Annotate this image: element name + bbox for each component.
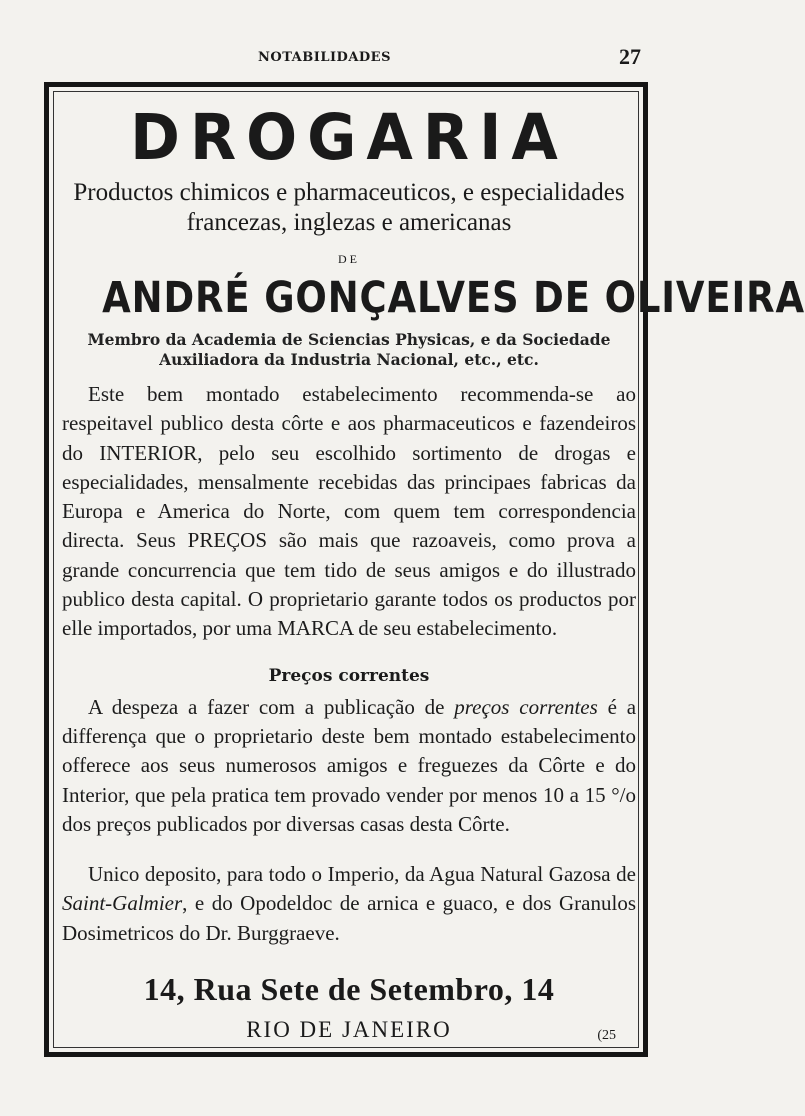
depot-paragraph: [62, 860, 636, 948]
reference-mark: (25: [597, 1028, 616, 1044]
prices-paragraph: [62, 693, 636, 839]
products-subtitle: [62, 178, 636, 238]
depot-text-rest: , e do Opodeldoc de arnica e guaco, e dos Granulos Dosimetricos do Dr. Burggraeve.: [62, 891, 636, 945]
prices-text-start: A despeza a fazer com a publicação de: [88, 694, 445, 719]
depot-italic: Saint-Galmier: [62, 891, 183, 916]
membership-text: [62, 330, 636, 370]
prices-text-rest: é a differença que o proprietario deste bem montado estabelecimento offerece aos seus numerosos amigos e freguezes da Côrte e do Interior, que pela pratica tem provado vender por menos 10 a 15 °/o dos preços publicados por diversas casas desta Côrte.: [62, 694, 637, 836]
subtitle-line-1: Productos chimicos e pharmaceuticos, e especialidades: [73, 179, 625, 206]
owner-name: ANDRÉ GONÇALVES DE OLIVEIRA: [102, 273, 805, 323]
city-line: [62, 1015, 636, 1045]
subtitle-line-2: francezas, inglezas e americanas: [186, 209, 512, 236]
de-label: DE: [338, 252, 360, 266]
depot-text-start: Unico deposito, para todo o Imperio, da Agua Natural Gazosa de: [88, 862, 636, 887]
running-head-title: NOTABILIDADES: [258, 50, 391, 65]
intro-paragraph: Este bem montado estabelecimento recommenda-se ao respeitavel publico desta côrte e aos pharmaceuticos e fazendeiros do INTERIOR, pelo seu escolhido sortimento de drogas e especialidades, mensalmente recebidas das principaes fabricas da Europa e America do Norte, com quem tem correspondencia directa. Seus PREÇOS são mais que razoaveis, como prova a grande concurrencia que tem tido de seus amigos e do illustrado publico desta capital. O proprietario garante todos os productos por elle importados, por uma MARCA de seu estabelecimento.: [62, 382, 636, 641]
section-title-prices: Preços correntes: [268, 665, 430, 686]
shop-heading: DROGARIA: [130, 101, 568, 175]
prices-italic: preços correntes: [454, 694, 598, 719]
page-number: 27: [619, 44, 641, 69]
advertisement-content: [62, 96, 805, 1045]
membership-line-1: Membro da Academia de Sciencias Physicas, e da Sociedade: [87, 330, 611, 349]
city-name: RIO DE JANEIRO: [246, 1017, 452, 1043]
membership-line-2: Auxiliadora da Industria Nacional, etc., etc.: [159, 350, 539, 369]
running-head: [0, 44, 725, 74]
street-address: 14, Rua Sete de Setembro, 14: [143, 971, 555, 1008]
